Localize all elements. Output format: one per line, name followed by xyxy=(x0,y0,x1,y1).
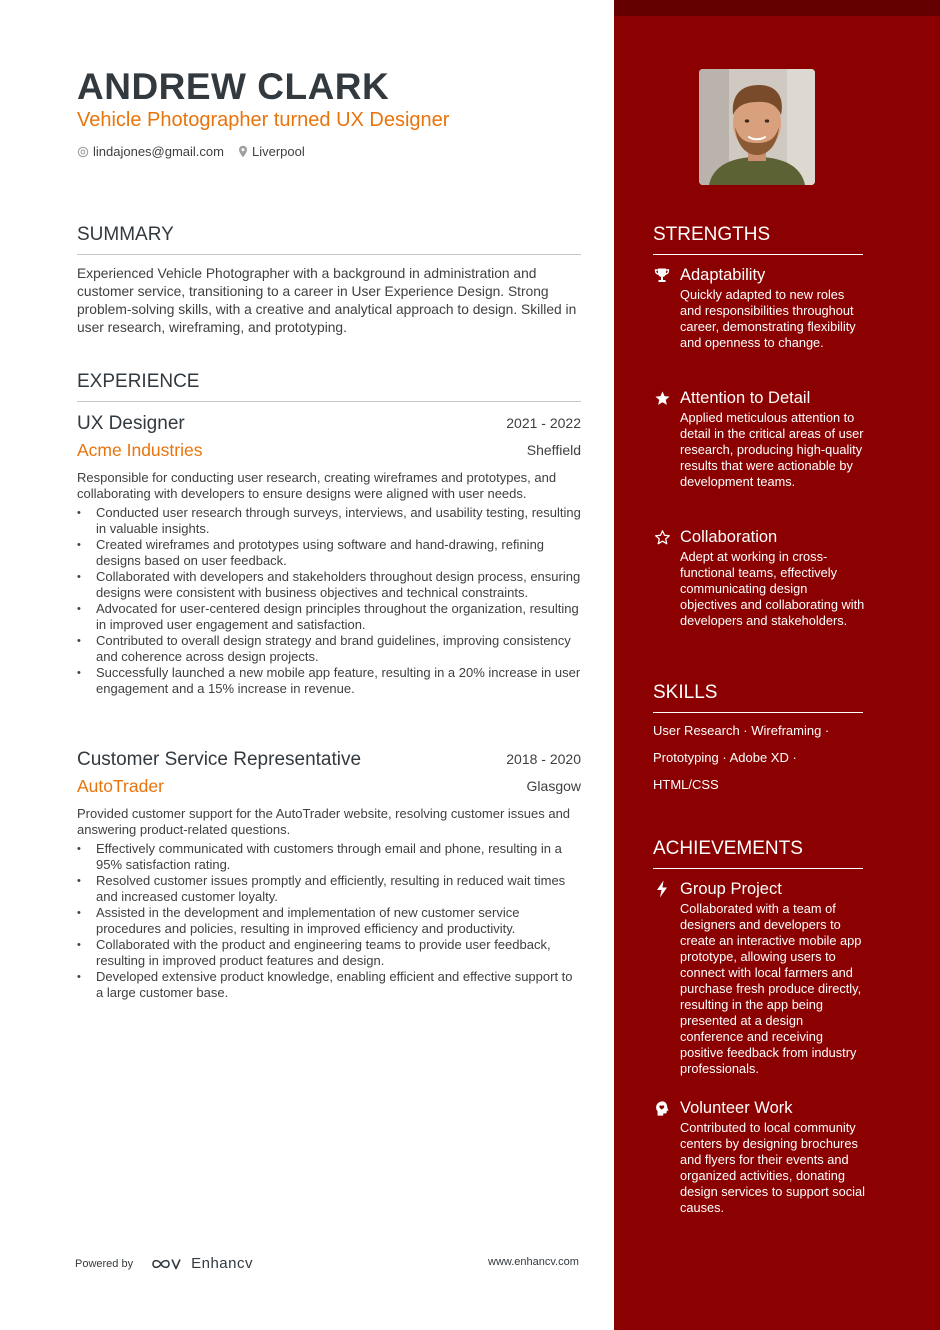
job-bullet: • Contributed to overall design strategy and brand guidelines, improving consistency and coherence across design projects. xyxy=(77,633,581,665)
strength-title: Collaboration xyxy=(680,527,778,546)
job-bullets xyxy=(77,841,581,1001)
job-bullet: • Collaborated with the product and engineering teams to provide user feedback, resulting in improved product features and design. xyxy=(77,937,581,969)
job-bullet: • Conducted user research through surveys, interviews, and usability testing, resulting in valuable insights. xyxy=(77,505,581,537)
job-title: UX Designer xyxy=(77,413,185,434)
email-contact[interactable] xyxy=(77,144,224,159)
job-bullet: • Effectively communicated with customers through email and phone, resulting in a 95% satisfaction rating. xyxy=(77,841,581,873)
job-description: Provided customer support for the AutoTrader website, resolving customer issues and answering product-related questions. xyxy=(77,806,571,837)
skills-heading: SKILLS xyxy=(653,682,863,713)
enhancv-logo-icon xyxy=(151,1256,185,1272)
achievement-description: Collaborated with a team of designers and developers to create an interactive mobile app prototype, allowing users to connect with local farmers and purchase fresh produce directly, resulting in the app being presented at a design conference and receiving positive feedback from industry professionals. xyxy=(680,901,862,1076)
achievement-item xyxy=(653,1097,868,1216)
strength-title: Attention to Detail xyxy=(680,388,811,407)
trophy-icon xyxy=(653,266,671,284)
job-company: Acme Industries xyxy=(77,440,203,460)
profile-photo xyxy=(699,69,815,185)
powered-by xyxy=(75,1255,253,1272)
job-bullet: • Developed extensive product knowledge, enabling efficient and effective support to a large customer base. xyxy=(77,969,581,1001)
job-bullet: • Advocated for user-centered design principles throughout the organization, resulting in improved user engagement and satisfaction. xyxy=(77,601,581,633)
achievement-description: Contributed to local community centers by designing brochures and flyers for their events and organized activities, donating design services to support social causes. xyxy=(680,1120,865,1215)
summary-text: Experienced Vehicle Photographer with a background in administration and customer service, transitioning to a career in User Experience Design. Strong problem-solving skills, with a creative and analytical approach to design. Skilled in user research, wireframing, and prototyping. xyxy=(77,266,577,335)
location-contact xyxy=(238,144,305,159)
candidate-headline: Vehicle Photographer turned UX Designer xyxy=(77,109,450,131)
sidebar-column xyxy=(614,0,940,1330)
strength-item xyxy=(653,526,868,629)
job-bullet: • Successfully launched a new mobile app feature, resulting in a 20% increase in user engagement and a 15% increase in revenue. xyxy=(77,665,581,697)
job-company: AutoTrader xyxy=(77,776,164,796)
head-heart-icon xyxy=(653,1099,671,1117)
strength-item xyxy=(653,387,868,490)
job-dates: 2018 - 2020 xyxy=(506,751,581,767)
job-entry xyxy=(77,413,581,697)
strength-description: Adept at working in cross-functional teams, effectively communicating design objectives and collaborating with developers and stakeholders. xyxy=(680,549,865,628)
email-text[interactable]: lindajones@gmail.com xyxy=(93,144,224,159)
job-bullet: • Collaborated with developers and stakeholders throughout design process, ensuring designs were consistent with business objectives and technical constraints. xyxy=(77,569,581,601)
location-text: Liverpool xyxy=(251,144,305,159)
strength-item xyxy=(653,264,868,351)
sidebar-top-band xyxy=(614,0,940,16)
strengths-heading: STRENGTHS xyxy=(653,224,863,255)
experience-heading: EXPERIENCE xyxy=(77,371,581,402)
website-link[interactable]: www.enhancv.com xyxy=(488,1256,579,1268)
job-bullets xyxy=(77,505,581,697)
candidate-name: ANDREW CLARK xyxy=(77,66,390,107)
strength-title: Adaptability xyxy=(680,265,766,284)
avatar-illustration xyxy=(699,69,815,185)
job-bullet: • Assisted in the development and implementation of new customer service procedures and policies, resulting in improved efficiency and productivity. xyxy=(77,905,581,937)
skills-line: HTML/CSS xyxy=(653,777,719,792)
at-sign-icon xyxy=(77,146,89,158)
skills-line: User Research · Wireframing · xyxy=(653,723,830,738)
star-filled-icon xyxy=(653,389,671,407)
achievements-heading: ACHIEVEMENTS xyxy=(653,838,863,869)
job-bullet: • Created wireframes and prototypes using software and hand-drawing, refining designs based on user feedback. xyxy=(77,537,581,569)
strength-description: Applied meticulous attention to detail in the critical areas of user research, producing high-quality results that were actionable by development teams. xyxy=(680,410,864,489)
job-location: Sheffield xyxy=(526,442,581,458)
job-title: Customer Service Representative xyxy=(77,749,362,770)
achievement-title: Group Project xyxy=(680,879,782,898)
job-entry xyxy=(77,749,581,1001)
skills-line: Prototyping · Adobe XD · xyxy=(653,750,797,765)
strength-description: Quickly adapted to new roles and responsibilities throughout career, demonstrating flexibility and openness to change. xyxy=(680,287,856,350)
star-outline-icon xyxy=(653,528,671,546)
job-description: Responsible for conducting user research, creating wireframes and prototypes, and collaborating with developers to ensure designs were aligned with user needs. xyxy=(77,470,557,501)
job-location: Glasgow xyxy=(526,778,581,794)
achievement-item xyxy=(653,878,868,1077)
bolt-icon xyxy=(653,880,671,898)
job-dates: 2021 - 2022 xyxy=(506,415,581,431)
achievement-title: Volunteer Work xyxy=(680,1098,793,1117)
brand-name: Enhancv xyxy=(191,1255,253,1272)
powered-by-label: Powered by xyxy=(75,1257,134,1270)
summary-heading: SUMMARY xyxy=(77,224,581,255)
contact-info xyxy=(77,144,319,159)
location-pin-icon xyxy=(238,145,248,158)
job-bullet: • Resolved customer issues promptly and efficiently, resulting in reduced wait times and increased customer loyalty. xyxy=(77,873,581,905)
